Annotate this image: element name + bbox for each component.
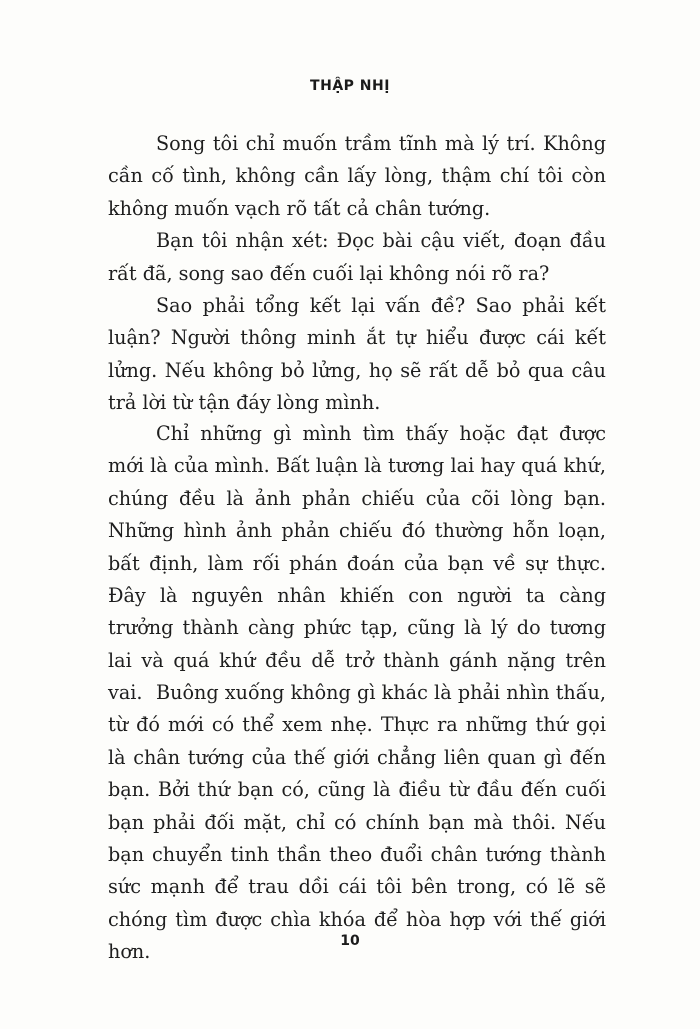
paragraph: Buông xuống không gì khác là phải nhìn thấu, từ đó mới có thể xem nhẹ. Thực ra những thứ gọi là chân tướng của thế giới chẳng liên quan gì đến bạn. Bởi thứ bạn có, cũng là điều từ đầu đến cuối bạn phải đối mặt, chỉ có chính bạn mà thôi. Nếu bạn chuyển tinh thần theo đuổi chân tướng thành sức mạnh để trau dồi cái tôi bên trong, có lẽ sẽ chóng tìm được chìa khóa để hòa hợp với thế giới hơn. — [108, 681, 606, 964]
paragraph: Chỉ những gì mình tìm thấy hoặc đạt được mới là của mình. Bất luận là tương lai hay quá khứ, chúng đều là ảnh phản chiếu của cõi lòng bạn. Những hình ảnh phản chiếu đó thường hỗn loạn, bất định, làm rối phán đoán của bạn về sự thực. Đây là nguyên nhân khiến con người ta càng trưởng thành càng phức tạp, cũng là lý do tương lai và quá khứ đều dễ trở thành gánh nặng trên vai. — [108, 422, 606, 705]
paragraph: Bạn tôi nhận xét: Đọc bài cậu viết, đoạn đầu rất đã, song sao đến cuối lại không nói rõ ra? — [108, 229, 606, 285]
page-number: 10 — [340, 933, 360, 949]
text-block-3 — [108, 677, 606, 969]
paragraph: Song tôi chỉ muốn trầm tĩnh mà lý trí. Không cần cố tình, không cần lấy lòng, thậm chí tôi còn không muốn vạch rõ tất cả chân tướng. — [108, 132, 606, 220]
paragraph: Sao phải tổng kết lại vấn đề? Sao phải kết luận? Người thông minh ắt tự hiểu được cái kết lửng. Nếu không bỏ lửng, họ sẽ rất dễ bỏ qua câu trả lời từ tận đáy lòng mình. — [108, 294, 606, 415]
text-block-1 — [108, 128, 606, 420]
text-block-2 — [108, 418, 606, 710]
running-header: THẬP NHỊ — [310, 78, 390, 94]
